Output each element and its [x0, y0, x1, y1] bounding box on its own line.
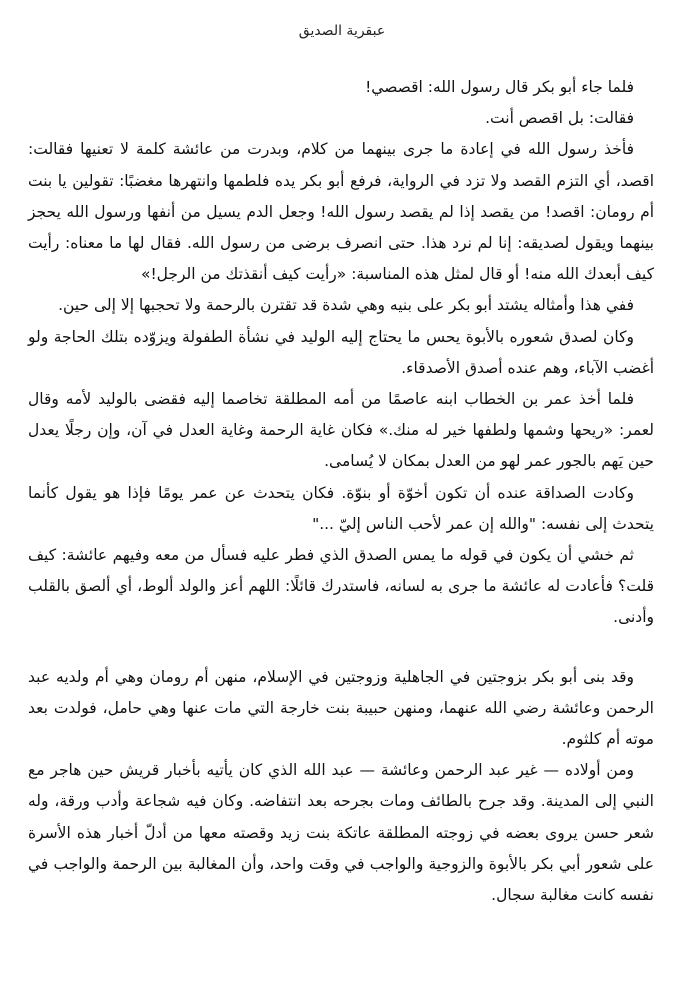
paragraph: ثم خشي أن يكون في قوله ما يمس الصدق الذي فطر عليه فسأل من معه وفيهم عائشة: كيف قلت؟ فأعادت له عائشة ما جرى به لسانه، فاستدرك قائلًا: اللهم أعز والولد ألوط، أي ألصق بالقلب وأدنى. [28, 546, 654, 627]
paragraph: فقالت: بل اقصص أنت. [485, 109, 634, 128]
running-header-title: عبقرية الصديق [298, 23, 386, 39]
section-gap [28, 634, 654, 662]
paragraph: فلما أخذ عمر بن الخطاب ابنه عاصمًا من أمه المطلقة تخاصما إليه فقضى بالوليد لأمه وقال لعمر: «ريحها وشمها ولطفها خير له منك.» فكان غاية الرحمة وغاية العدل في آن، وإن رجلًا يعدل حين يَهم بالجور عمر لهو من العدل بمكان لا يُسامى. [28, 390, 654, 471]
paragraph: وقد بنى أبو بكر بزوجتين في الجاهلية وزوجتين في الإسلام، منهن أم رومان وهي أم ولديه عبد الرحمن وعائشة رضي الله عنهما، ومنهن حبيبة بنت خارجة التي مات عنها وهي حامل، فولدت بعد موته أم كلثوم. [28, 667, 654, 749]
paragraph: فأخذ رسول الله في إعادة ما جرى بينهما من كلام، وبدرت من عائشة كلمة لا تعنيها فقالت: اقصد، أي التزم القصد ولا تزد في الرواية، فرفع أبو بكر يده فلطمها وانتهرها مغضبًا: تقولين يا بنت أم رومان: اقصد! من يقصد إذا لم يقصد رسول الله! وجعل الدم يسيل من أنفها ورسول الله يحجز بينهما ويقول لصديقه: إنا لم نرد هذا. حتى انصرف برضى من رسول الله. فقال لها ما معناه: رأيت كيف أبعدك الله منه! أو قال لمثل هذه المناسبة: «رأيت كيف أنقذتك من الرجل!» [28, 140, 654, 284]
paragraph: وكادت الصداقة عنده أن تكون أخوّة أو بنوّة. فكان يتحدث عن عمر يومًا فإذا هو يقول كأنما يتحدث إلى نفسه: "والله إن عمر لأحب الناس إليّ ..." [28, 483, 654, 533]
paragraph: ففي هذا وأمثاله يشتد أبو بكر على بنيه وهي شدة قد تقترن بالرحمة ولا تحجبها إلا إلى حين. [58, 296, 634, 315]
body-text [28, 72, 654, 911]
paragraph: وكان لصدق شعوره بالأبوة يحس ما يحتاج إليه الوليد في نشأة الطفولة ويزوّده بتلك الحاجة ولو أغضب الآباء، وهم عنده أصدق الأصدقاء. [28, 327, 654, 377]
paragraph: فلما جاء أبو بكر قال رسول الله: اقصصي! [365, 78, 634, 96]
paragraph: ومن أولاده — غير عبد الرحمن وعائشة — عبد الله الذي كان يأتيه بأخبار قريش حين هاجر مع النبي إلى المدينة. وقد جرح بالطائف ومات بجرحه بعد انتفاضه. وكان فيه شجاعة وأدب ورقة، وله شعر حسن يروى بعضه في زوجته المطلقة عاتكة بنت زيد وقصته معها من أدلّ أخبار هذه الأسرة على شعور أبي بكر بالأبوة والزوجية والواجب في وقت واحد، وأن المغالبة بين الرحمة والواجب في نفسه كانت مغالبة سجال. [28, 761, 654, 905]
